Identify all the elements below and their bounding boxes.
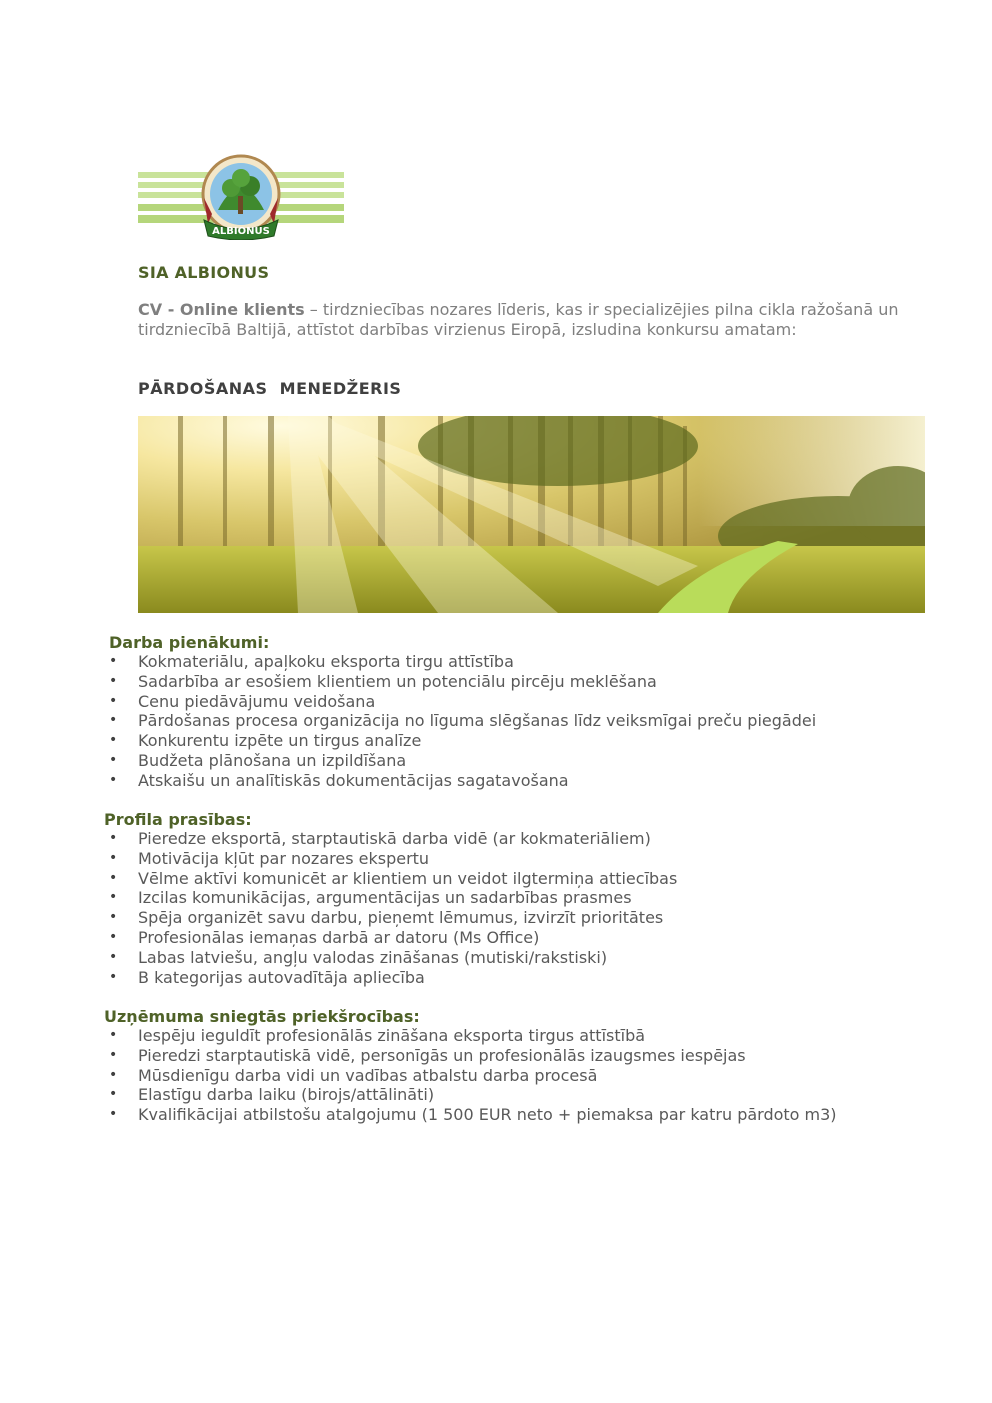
list-item: • Labas latviešu, angļu valodas zināšanas (mutiski/rakstiski) <box>109 947 608 967</box>
bullet-icon: • <box>109 968 118 985</box>
list-item: • Cenu piedāvājumu veidošana <box>109 691 376 711</box>
bullet-icon: • <box>109 948 118 965</box>
requirements-heading: Profila prasības: <box>104 810 252 829</box>
bullet-icon: • <box>109 692 118 709</box>
bullet-icon: • <box>109 869 118 886</box>
bullet-icon: • <box>109 732 118 749</box>
list-item: • Budžeta plānošana un izpildīšana <box>109 750 407 770</box>
intro-text: – tirdzniecības nozares līderis, kas ir specializējies pilna cikla ražošanā un tirdzniecībā Baltijā, attīstot darbības virzienus Eiropā, izsludina konkursu amatam: <box>138 300 899 339</box>
albionus-logo-icon <box>138 152 344 240</box>
intro-client-label: CV - Online klients <box>138 300 305 319</box>
list-item: • Profesionālas iemaņas darbā ar datoru (Ms Office) <box>109 927 540 947</box>
bullet-icon: • <box>109 1106 118 1123</box>
requirements-section <box>0 810 992 987</box>
list-item: • Kvalifikācijai atbilstošu atalgojumu (1 500 EUR neto + piemaksa par katru pārdoto m3) <box>109 1105 837 1125</box>
forest-banner-image <box>138 416 925 613</box>
list-item: • Atskaišu un analītiskās dokumentācijas sagatavošana <box>109 770 569 790</box>
bullet-icon: • <box>109 1046 118 1063</box>
bullet-icon: • <box>109 849 118 866</box>
bullet-icon: • <box>109 928 118 945</box>
benefits-heading: Uzņēmuma sniegtās priekšrocības: <box>104 1007 420 1026</box>
bullet-icon: • <box>109 1066 118 1083</box>
intro-paragraph <box>138 300 928 340</box>
list-item: • Konkurentu izpēte un tirgus analīze <box>109 731 422 751</box>
list-item: • Mūsdienīgu darba vidi un vadības atbalstu darba procesā <box>109 1065 598 1085</box>
duties-section <box>0 633 992 791</box>
list-item: • Spēja organizēt savu darbu, pieņemt lēmumus, izvirzīt prioritātes <box>109 908 664 928</box>
bullet-icon: • <box>109 771 118 788</box>
bullet-icon: • <box>109 1027 118 1043</box>
benefits-section <box>0 1007 992 1125</box>
list-item: • Vēlme aktīvi komunicēt ar klientiem un veidot ilgtermiņa attiecības <box>109 868 678 888</box>
list-item: • Izcilas komunikācijas, argumentācijas un sadarbības prasmes <box>109 888 632 908</box>
position-title: PĀRDOŠANAS MENEDŽERIS <box>138 379 402 398</box>
duties-list <box>0 652 992 791</box>
bullet-icon: • <box>109 653 118 669</box>
list-item: • Pieredzi starptautiskā vidē, personīgās un profesionālās izaugsmes iespējas <box>109 1045 746 1065</box>
list-item: • Elastīgu darba laiku (birojs/attālināti) <box>109 1085 435 1105</box>
bullet-icon: • <box>109 1086 118 1103</box>
svg-text:ALBIONUS: ALBIONUS <box>212 226 270 237</box>
list-item: • Pārdošanas procesa organizācija no līguma slēgšanas līdz veiksmīgai preču piegādei <box>109 711 817 731</box>
company-logo <box>138 152 344 240</box>
list-item: • Iespēju ieguldīt profesionālās zināšana eksporta tirgus attīstībā <box>109 1026 646 1045</box>
list-item: • Kokmateriālu, apaļkoku eksporta tirgu attīstība <box>109 652 514 671</box>
list-item: • Motivācija kļūt par nozares ekspertu <box>109 848 430 868</box>
list-item: • B kategorijas autovadītāja apliecība <box>109 967 425 987</box>
bullet-icon: • <box>109 889 118 906</box>
bullet-icon: • <box>109 751 118 768</box>
bullet-icon: • <box>109 830 118 846</box>
list-item: • Pieredze eksportā, starptautiskā darba vidē (ar kokmateriāliem) <box>109 829 651 848</box>
company-name: SIA ALBIONUS <box>138 263 270 282</box>
bullet-icon: • <box>109 712 118 729</box>
duties-heading: Darba pienākumi: <box>109 633 270 652</box>
bullet-icon: • <box>109 672 118 689</box>
list-item: • Sadarbība ar esošiem klientiem un potenciālu pircēju meklēšana <box>109 671 657 691</box>
bullet-icon: • <box>109 909 118 926</box>
benefits-list <box>0 1026 992 1125</box>
requirements-list <box>0 829 992 987</box>
